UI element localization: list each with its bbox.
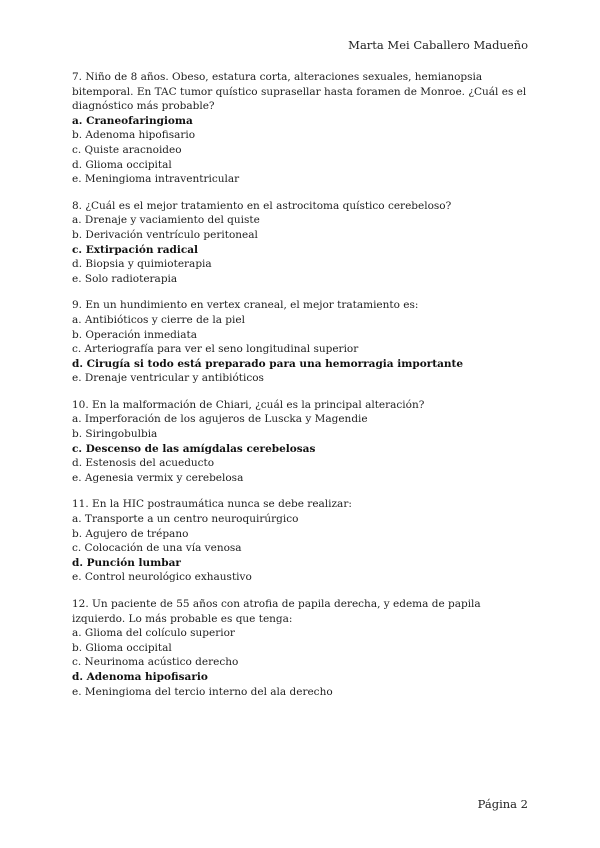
- question-text: 10. En la malformación de Chiari, ¿cuál es la principal alteración?: [72, 398, 425, 411]
- option-e: e. Control neurológico exhaustivo: [72, 571, 252, 584]
- option-a: a. Drenaje y vaciamiento del quiste: [72, 214, 260, 227]
- option-a-correct: a. Craneofaringioma: [72, 114, 193, 127]
- page-header-author: Marta Mei Caballero Madueño: [348, 38, 528, 52]
- question-text: 9. En un hundimiento en vertex craneal, el mejor tratamiento es:: [72, 299, 419, 312]
- option-d-correct: d. Punción lumbar: [72, 556, 181, 569]
- option-d: d. Estenosis del acueducto: [72, 457, 215, 470]
- option-a: a. Glioma del colículo superior: [72, 627, 235, 640]
- option-b: b. Adenoma hipofisario: [72, 129, 196, 142]
- option-c-correct: c. Extirpación radical: [72, 243, 199, 256]
- option-a: a. Antibióticos y cierre de la piel: [72, 313, 245, 326]
- option-c-correct: c. Descenso de las amígdalas cerebelosas: [72, 442, 316, 455]
- option-d-correct: d. Cirugía si todo está preparado para una hemorragia importante: [72, 357, 464, 370]
- option-c: c. Colocación de una vía venosa: [72, 542, 242, 555]
- page-number: Página 2: [477, 797, 528, 811]
- option-d: d. Biopsia y quimioterapia: [72, 258, 212, 271]
- question-8: [72, 199, 530, 287]
- option-d: d. Glioma occipital: [72, 158, 172, 171]
- question-text: 12. Un paciente de 55 años con atrofia de papila derecha, y edema de papila izquierdo. Lo más probable es que tenga:: [72, 598, 481, 625]
- option-c: c. Neurinoma acústico derecho: [72, 656, 239, 669]
- question-list: [72, 70, 530, 711]
- question-9: [72, 298, 530, 386]
- option-b: b. Siringobulbia: [72, 428, 158, 441]
- option-e: e. Meningioma intraventricular: [72, 173, 240, 186]
- question-text: 7. Niño de 8 años. Obeso, estatura corta, alteraciones sexuales, hemianopsia bitemporal. En TAC tumor quístico suprasellar hasta foramen de Monroe. ¿Cuál es el diagnóstico más probable?: [72, 71, 527, 113]
- question-text: 11. En la HIC postraumática nunca se debe realizar:: [72, 498, 352, 511]
- option-b: b. Derivación ventrículo peritoneal: [72, 228, 258, 241]
- option-a: a. Imperforación de los agujeros de Luscka y Magendie: [72, 413, 368, 426]
- question-12: [72, 597, 530, 699]
- option-d-correct: d. Adenoma hipofisario: [72, 670, 208, 683]
- question-text: 8. ¿Cuál es el mejor tratamiento en el astrocitoma quístico cerebeloso?: [72, 199, 452, 212]
- option-c: c. Arteriografía para ver el seno longitudinal superior: [72, 343, 359, 356]
- option-c: c. Quiste aracnoideo: [72, 143, 182, 156]
- question-10: [72, 398, 530, 486]
- option-e: e. Solo radioterapia: [72, 272, 178, 285]
- option-b: b. Operación inmediata: [72, 328, 197, 341]
- option-a: a. Transporte a un centro neuroquirúrgico: [72, 513, 299, 526]
- option-e: e. Meningioma del tercio interno del ala derecho: [72, 685, 333, 698]
- question-11: [72, 497, 530, 585]
- option-b: b. Glioma occipital: [72, 641, 172, 654]
- option-e: e. Agenesia vermix y cerebelosa: [72, 471, 244, 484]
- question-7: [72, 70, 530, 187]
- option-e: e. Drenaje ventricular y antibióticos: [72, 372, 264, 385]
- option-b: b. Agujero de trépano: [72, 527, 189, 540]
